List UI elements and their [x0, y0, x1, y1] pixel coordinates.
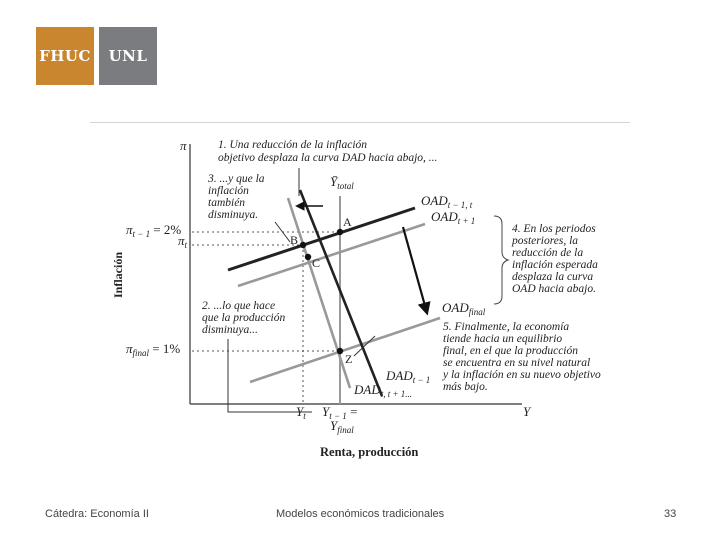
note-5: 5. Finalmente, la economía tiende hacia un equilibrio final, en el que la producción se encuentra en su nivel natural y la inflación en su nuevo objetivo más bajo.	[443, 321, 601, 393]
pi-initial-label: $\pi_{t - 1} = 2\%$	[126, 222, 182, 239]
y-natural-label: $Y_{t - 1}$ =	[322, 404, 358, 421]
point-c-marker	[305, 254, 311, 260]
y-final-label: $Y_{final}$	[330, 418, 354, 435]
oad-next-label: $OAD_{t + 1}$	[431, 209, 476, 226]
oad-initial-label: $OAD_{t - 1, t}$	[421, 193, 473, 210]
x-axis-symbol: Y	[523, 404, 531, 419]
note-4: 4. En los periodos posteriores, la reducción de la inflación esperada desplaza la curva OAD hacia abajo.	[512, 223, 598, 295]
note-4-brace	[494, 216, 508, 304]
y-total-label: $Ȳ_{total}$	[330, 174, 354, 191]
fhuc-logo: FHUC	[36, 27, 94, 85]
header-divider	[90, 122, 630, 123]
note-3: 3. ...y que la inflación también disminuya.	[208, 173, 265, 221]
pi-t-label: $\pi_t$	[178, 233, 188, 250]
oad-shift-arrow	[403, 227, 427, 313]
point-b-label: B	[290, 233, 299, 247]
y-axis-title: Inflación	[111, 251, 125, 298]
point-b-marker	[300, 242, 306, 248]
x-axis-title: Renta, producción	[320, 445, 419, 459]
oad-final-label: $OAD_{final}$	[442, 300, 486, 317]
note-1: 1. Una reducción de la inflación objetivo desplaza la curva DAD hacia abajo, ...	[218, 139, 438, 164]
pi-final-label: $\pi_{final} = 1\%$	[126, 341, 181, 358]
unl-logo: UNL	[99, 27, 157, 85]
footer-page-number: 33	[664, 508, 677, 520]
point-a-label: A	[343, 215, 352, 229]
dad-initial-label: $DAD_{t - 1}$	[386, 368, 431, 385]
y-axis-symbol: π	[180, 138, 187, 153]
inflation-adjustment-diagram	[90, 126, 635, 466]
footer-course: Cátedra: Economía II	[45, 508, 149, 520]
point-a-marker	[337, 229, 343, 235]
footer-topic: Modelos económicos tradicionales	[276, 508, 445, 520]
point-z-marker	[337, 348, 343, 354]
dad-next-label: $DAD_{t, t + 1...}$	[354, 382, 413, 399]
point-z-label: Z	[345, 352, 353, 366]
oad-next-curve	[238, 224, 425, 286]
point-c-label: C	[312, 256, 321, 270]
y-t-label: $Y_t$	[296, 404, 306, 421]
note-2: 2. ...lo que hace que la producción disminuya...	[202, 300, 286, 336]
